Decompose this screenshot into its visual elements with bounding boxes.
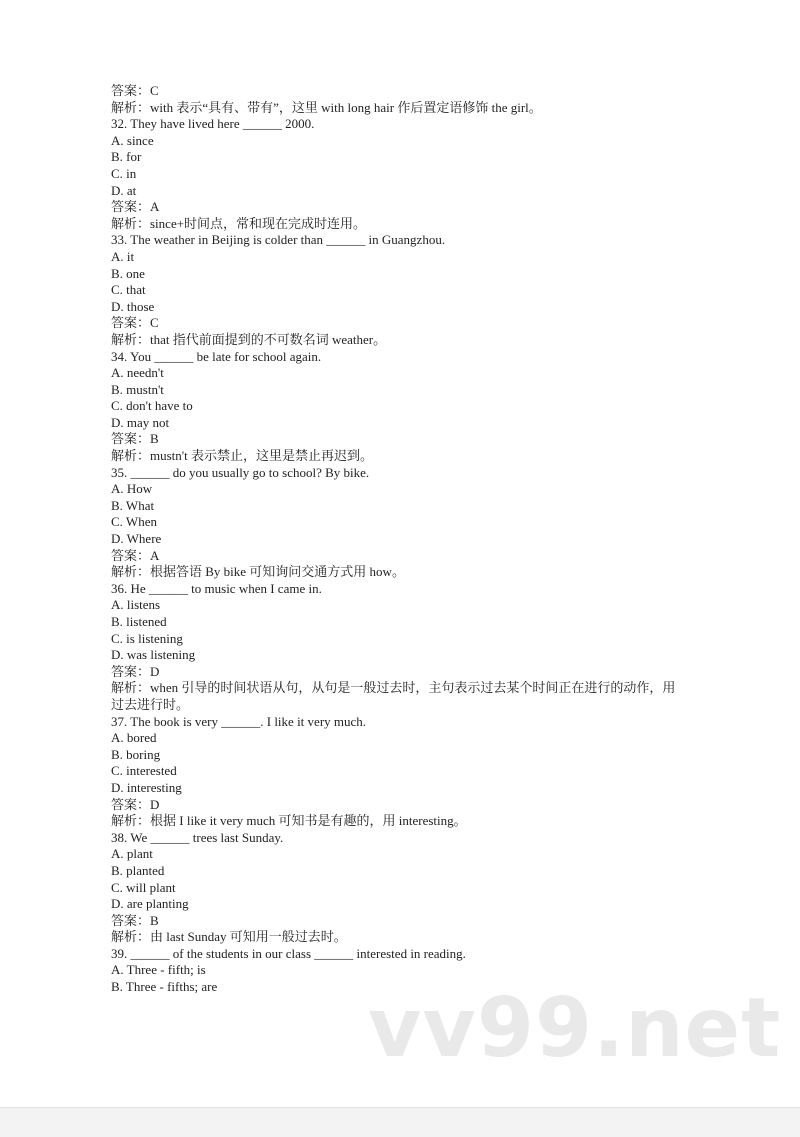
answer-line: 答案：C bbox=[111, 83, 159, 98]
page-bottom-bar bbox=[0, 1108, 800, 1137]
answer-line: 答案：A bbox=[111, 199, 160, 215]
explanation-line: 解析：mustn't 表示禁止，这里是禁止再迟到。 bbox=[111, 448, 373, 464]
option-line: A. Three - fifth; is bbox=[111, 962, 206, 978]
answer-line: 答案：A bbox=[111, 547, 160, 563]
explanation-line: 解析：根据 I like it very much 可知书是有趣的，用 interesting。 bbox=[111, 813, 467, 829]
option-line: B. one bbox=[111, 265, 145, 281]
answer-line: 答案：D bbox=[111, 796, 160, 812]
explanation-line: 解析：with 表示“具有、带有”，这里 with long hair 作后置定语修饰 the girl。 bbox=[111, 99, 542, 115]
question-39: 39. ______ of the students in our class ______ interested in reading. bbox=[111, 945, 466, 961]
explanation-line: 解析：when 引导的时间状语从句，从句是一般过去时，主句表示过去某个时间正在进行的动作，用过去进行时。 bbox=[111, 680, 676, 712]
option-line: C. will plant bbox=[111, 879, 176, 895]
answer-line: 答案：D bbox=[111, 663, 160, 679]
watermark-logo: vv99.net bbox=[368, 981, 782, 1076]
option-line: D. at bbox=[111, 182, 137, 198]
question-36: 36. He ______ to music when I came in. bbox=[111, 580, 322, 596]
question-34: 34. You ______ be late for school again. bbox=[111, 348, 322, 364]
explanation-line: 解析：since+时间点，常和现在完成时连用。 bbox=[111, 215, 367, 231]
question-32: 32. They have lived here ______ 2000. bbox=[111, 116, 315, 132]
answer-line: 答案：B bbox=[111, 431, 159, 447]
option-line: D. interesting bbox=[111, 779, 182, 795]
option-line: C. When bbox=[111, 514, 157, 530]
answer-line: 答案：C bbox=[111, 315, 159, 331]
explanation-line: 解析：that 指代前面提到的不可数名词 weather。 bbox=[111, 331, 387, 347]
option-line: D. those bbox=[111, 298, 155, 314]
option-line: A. How bbox=[111, 481, 153, 497]
option-line: C. that bbox=[111, 282, 146, 298]
option-line: A. bored bbox=[111, 730, 157, 746]
option-line: B. planted bbox=[111, 862, 165, 878]
question-33: 33. The weather in Beijing is colder than ______ in Guangzhou. bbox=[111, 232, 446, 248]
document-content bbox=[111, 83, 711, 996]
option-line: A. listens bbox=[111, 597, 161, 613]
option-line: D. are planting bbox=[111, 896, 189, 912]
question-35: 35. ______ do you usually go to school? By bike. bbox=[111, 464, 370, 480]
explanation-line: 解析：由 last Sunday 可知用一般过去时。 bbox=[111, 929, 347, 945]
option-line: C. interested bbox=[111, 763, 177, 779]
answer-line: 答案：B bbox=[111, 912, 159, 928]
option-line: B. What bbox=[111, 497, 155, 513]
option-line: C. in bbox=[111, 165, 137, 181]
question-38: 38. We ______ trees last Sunday. bbox=[111, 829, 284, 845]
option-line: B. Three - fifths; are bbox=[111, 979, 218, 995]
option-line: A. needn't bbox=[111, 365, 164, 381]
explanation-line: 解析：根据答语 By bike 可知询问交通方式用 how。 bbox=[111, 564, 405, 580]
option-line: D. Where bbox=[111, 531, 162, 547]
option-line: A. it bbox=[111, 248, 135, 264]
option-line: C. don't have to bbox=[111, 398, 193, 414]
option-line: B. boring bbox=[111, 746, 161, 762]
option-line: D. may not bbox=[111, 414, 170, 430]
option-line: B. listened bbox=[111, 614, 167, 629]
option-line: A. since bbox=[111, 132, 154, 148]
option-line: A. plant bbox=[111, 846, 153, 862]
option-line: C. is listening bbox=[111, 630, 183, 646]
option-line: B. for bbox=[111, 149, 142, 165]
option-line: D. was listening bbox=[111, 647, 196, 663]
option-line: B. mustn't bbox=[111, 381, 164, 397]
question-37: 37. The book is very ______. I like it very much. bbox=[111, 713, 367, 729]
